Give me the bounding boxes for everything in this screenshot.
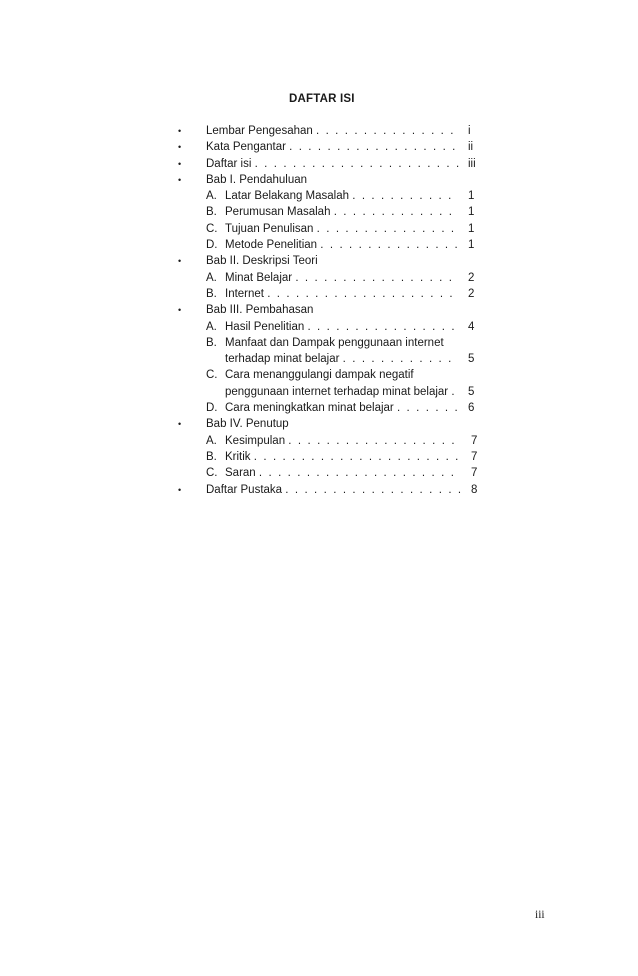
toc-entry-label: Manfaat dan Dampak penggunaan internet bbox=[225, 336, 444, 349]
toc-entry bbox=[0, 286, 638, 302]
toc-entry-label-group bbox=[225, 319, 456, 335]
toc-entry bbox=[0, 253, 638, 269]
toc-entry-page: 1 bbox=[468, 206, 475, 219]
toc-entry-label-group bbox=[225, 367, 414, 383]
toc-entry-page: 7 bbox=[471, 450, 478, 463]
toc-entry-label-group bbox=[225, 449, 460, 465]
toc-entry bbox=[0, 416, 638, 432]
bullet-icon: • bbox=[178, 305, 182, 316]
toc-entry-label-group bbox=[225, 335, 444, 351]
toc-entry-page: 7 bbox=[471, 434, 478, 447]
toc-entry-label: Bab I. Pendahuluan bbox=[206, 173, 308, 186]
toc-leader-dots: . . . . . . . . . . . . . . . . bbox=[307, 320, 457, 333]
toc-entry-label-group bbox=[225, 384, 456, 400]
toc-entry bbox=[0, 351, 638, 367]
toc-entry bbox=[0, 123, 638, 139]
toc-entry-label: Minat Belajar bbox=[225, 271, 293, 284]
toc-entry-label: Hasil Penelitian bbox=[225, 320, 305, 333]
toc-entry-label-group bbox=[225, 465, 456, 481]
toc-leader-dots: . . . . . . . . . . . . . bbox=[333, 206, 454, 219]
toc-entry-label: Bab IV. Penutup bbox=[206, 418, 289, 431]
toc-entry-label: Perumusan Masalah bbox=[225, 206, 331, 219]
toc-entry-label-group bbox=[225, 351, 453, 367]
toc-entry-letter: C. bbox=[206, 369, 218, 382]
toc-entry-label-group bbox=[206, 416, 289, 432]
bullet-icon: • bbox=[178, 158, 182, 169]
toc-entry-label: Tujuan Penulisan bbox=[225, 222, 314, 235]
toc-leader-dots: . . . . . . . . . . . . . . . . . . . . bbox=[267, 287, 455, 300]
toc-leader-dots: . . . . . . . . . . . bbox=[352, 190, 453, 203]
toc-entry-letter: B. bbox=[206, 287, 217, 300]
bullet-icon: • bbox=[178, 484, 182, 495]
toc-leader-dots: . . . . . . . . . . . . . . . . . . bbox=[289, 141, 457, 154]
toc-entry-label: Metode Penelitian bbox=[225, 239, 318, 252]
toc-entry bbox=[0, 465, 638, 481]
toc-leader-dots: . . . . . . . . . . . . . . . bbox=[316, 222, 456, 235]
toc-entry-page: iii bbox=[468, 157, 476, 170]
toc-entry-page: 4 bbox=[468, 320, 475, 333]
toc-entry-letter: D. bbox=[206, 239, 218, 252]
toc-entry-label-group bbox=[225, 286, 454, 302]
toc-entry-label: Daftar Pustaka bbox=[206, 483, 283, 496]
toc-entry-label-group bbox=[225, 188, 453, 204]
toc-entry-label-group bbox=[206, 482, 463, 498]
toc-leader-dots: . . . . . . . . . . . . . . . . . . . . . . bbox=[254, 157, 461, 170]
toc-leader-dots: . bbox=[451, 385, 457, 398]
toc-entry-label: Kata Pengantar bbox=[206, 141, 286, 154]
toc-entry bbox=[0, 400, 638, 416]
toc-entry-letter: A. bbox=[206, 434, 217, 447]
toc-entry-page: 1 bbox=[468, 239, 475, 252]
toc-entry-page: 7 bbox=[471, 467, 478, 480]
toc-entry-label-group bbox=[225, 270, 454, 286]
toc-entry-letter: A. bbox=[206, 190, 217, 203]
toc-entry-label-group bbox=[206, 302, 313, 318]
toc-entry-label-group bbox=[206, 253, 318, 269]
toc-list bbox=[0, 123, 638, 498]
toc-entry-label-group bbox=[225, 400, 459, 416]
toc-entry-page: 1 bbox=[468, 190, 475, 203]
toc-entry-label: Cara meningkatkan minat belajar bbox=[225, 402, 394, 415]
bullet-icon: • bbox=[178, 174, 182, 185]
bullet-icon: • bbox=[178, 419, 182, 430]
toc-leader-dots: . . . . . . . . . . . . . . . . . bbox=[295, 271, 454, 284]
toc-entry-page: ii bbox=[468, 141, 474, 154]
bullet-icon: • bbox=[178, 126, 182, 136]
toc-entry-page: 1 bbox=[468, 222, 475, 235]
toc-entry bbox=[0, 204, 638, 220]
toc-entry-letter: B. bbox=[206, 206, 217, 219]
toc-entry bbox=[0, 319, 638, 335]
toc-entry-letter: C. bbox=[206, 467, 218, 480]
toc-entry-label-group bbox=[206, 139, 457, 155]
toc-leader-dots: . . . . . . . . . . . . . . . . . . . . . bbox=[258, 467, 456, 480]
bullet-icon: • bbox=[178, 142, 182, 153]
toc-entry bbox=[0, 367, 638, 383]
toc-entry-page: 2 bbox=[468, 271, 475, 284]
toc-entry-label: Internet bbox=[225, 287, 264, 300]
bullet-icon: • bbox=[178, 256, 182, 267]
toc-entry bbox=[0, 156, 638, 172]
toc-entry bbox=[0, 433, 638, 449]
toc-leader-dots: . . . . . . . . . . . . . . . . . . bbox=[288, 434, 457, 447]
toc-entry-label-group bbox=[206, 172, 307, 188]
toc-leader-dots: . . . . . . . . . . . . . . . . . . . . . . bbox=[253, 450, 460, 463]
toc-entry bbox=[0, 335, 638, 351]
toc-entry bbox=[0, 384, 638, 400]
toc-entry-label: Cara menanggulangi dampak negatif bbox=[225, 369, 414, 382]
toc-entry-label-group bbox=[225, 221, 456, 237]
toc-entry-letter: A. bbox=[206, 320, 217, 333]
toc-entry-label: terhadap minat belajar bbox=[225, 353, 340, 366]
toc-entry-letter: B. bbox=[206, 450, 217, 463]
toc-entry bbox=[0, 302, 638, 318]
toc-entry bbox=[0, 172, 638, 188]
toc-entry bbox=[0, 482, 638, 498]
toc-entry-label-group bbox=[225, 433, 456, 449]
toc-entry-label: Kesimpulan bbox=[225, 434, 286, 447]
toc-entry-label: Daftar isi bbox=[206, 157, 252, 170]
toc-entry-label: Bab II. Deskripsi Teori bbox=[206, 255, 318, 268]
toc-entry-label: Lembar Pengesahan bbox=[206, 125, 313, 137]
toc-entry-letter: A. bbox=[206, 271, 217, 284]
toc-entry-label: Bab III. Pembahasan bbox=[206, 304, 314, 317]
toc-entry bbox=[0, 188, 638, 204]
toc-entry-label-group bbox=[206, 156, 461, 172]
toc-leader-dots: . . . . . . . . . . . . . . . . . . . bbox=[285, 483, 463, 496]
toc-entry-page: 6 bbox=[468, 402, 475, 415]
toc-leader-dots: . . . . . . . bbox=[396, 402, 460, 415]
toc-entry-letter: B. bbox=[206, 336, 217, 349]
toc-entry-label-group bbox=[206, 123, 455, 139]
toc-entry bbox=[0, 270, 638, 286]
toc-entry-label: Latar Belakang Masalah bbox=[225, 190, 350, 203]
toc-entry-page: 5 bbox=[468, 385, 475, 398]
toc-entry-label-group bbox=[225, 237, 459, 253]
page-number: iii bbox=[535, 909, 545, 921]
toc-entry bbox=[0, 237, 638, 253]
toc-entry-page: 8 bbox=[471, 483, 478, 496]
toc-entry bbox=[0, 449, 638, 465]
toc-entry bbox=[0, 139, 638, 155]
toc-entry-page: 5 bbox=[468, 353, 475, 366]
toc-leader-dots: . . . . . . . . . . . . . . . bbox=[315, 125, 456, 137]
toc-entry-page: i bbox=[468, 125, 471, 137]
toc-leader-dots: . . . . . . . . . . . . . . . bbox=[320, 239, 460, 252]
toc-entry-label: penggunaan internet terhadap minat belajar bbox=[225, 385, 449, 398]
toc-entry-label: Kritik bbox=[225, 450, 251, 463]
toc-entry-label: Saran bbox=[225, 467, 256, 480]
toc-leader-dots: . . . . . . . . . . . . bbox=[342, 353, 453, 366]
toc-entry-label-group bbox=[225, 204, 454, 220]
toc-entry-letter: C. bbox=[206, 222, 218, 235]
toc-title: DAFTAR ISI bbox=[289, 93, 355, 105]
toc-entry-page: 2 bbox=[468, 287, 475, 300]
toc-entry-letter: D. bbox=[206, 402, 218, 415]
toc-entry bbox=[0, 221, 638, 237]
